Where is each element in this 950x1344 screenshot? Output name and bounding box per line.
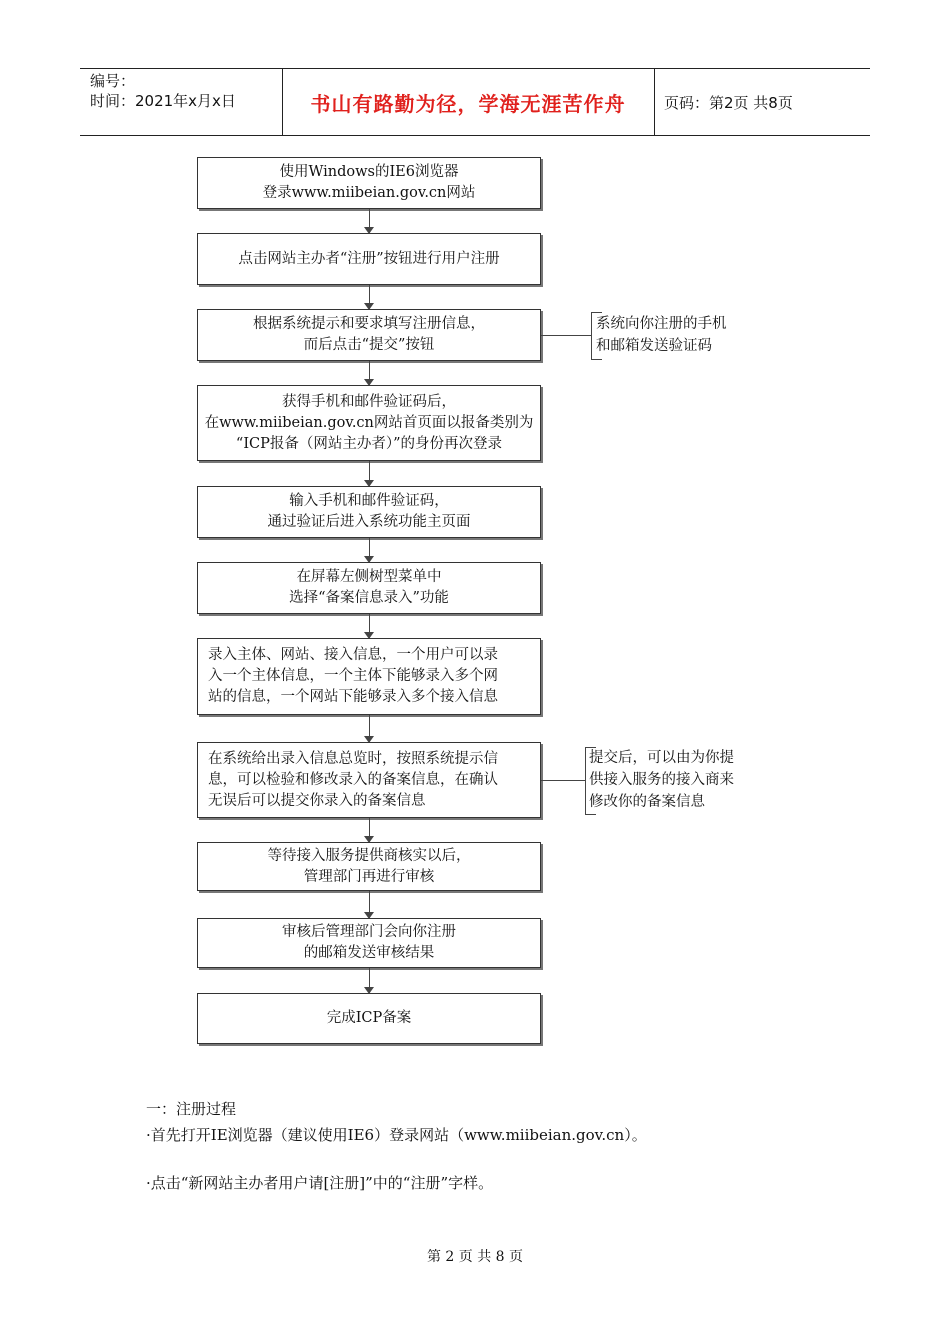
step-4-line-1: 获得手机和邮件验证码后， bbox=[281, 393, 456, 410]
step-8-line-3: 无误后可以提交你录入的备案信息 bbox=[208, 792, 426, 809]
flow-arrow bbox=[369, 209, 370, 233]
header-motto: 书山有路勤为径，学海无涯苦作舟 bbox=[310, 92, 626, 116]
flow-step-2 bbox=[197, 233, 541, 285]
note-1-line-1: 系统向你注册的手机 bbox=[596, 316, 727, 332]
step-10-line-2: 的邮箱发送审核结果 bbox=[303, 945, 435, 961]
flow-step-3 bbox=[197, 309, 541, 361]
side-note-2 bbox=[589, 747, 734, 813]
step-1-line-2: 登录www.miibeian.gov.cn网站 bbox=[262, 185, 476, 201]
flow-step-5 bbox=[197, 486, 541, 538]
step-6-line-2: 选择“备案信息录入”功能 bbox=[289, 590, 449, 606]
header-meta bbox=[90, 71, 236, 111]
step-8-line-2: 息，可以检验和修改录入的备案信息，在确认 bbox=[208, 771, 498, 788]
step-4-line-2: 在www.miibeian.gov.cn网站首页面以报备类别为 bbox=[204, 414, 534, 431]
flow-arrow bbox=[369, 285, 370, 309]
document-header bbox=[80, 68, 870, 136]
bullet-item-1: ·首先打开IE浏览器（建议使用IE6）登录网站（www.miibeian.gov.cn）。 bbox=[146, 1126, 647, 1144]
note-2-line-3: 修改你的备案信息 bbox=[589, 794, 705, 810]
step-4-line-3: “ICP报备（网站主办者）”的身份再次登录 bbox=[235, 435, 503, 452]
flow-arrow bbox=[369, 361, 370, 385]
step-5-line-2: 通过验证后进入系统功能主页面 bbox=[267, 514, 471, 530]
flow-step-11 bbox=[197, 993, 541, 1044]
flow-arrow bbox=[369, 461, 370, 486]
step-1-line-1: 使用Windows的IE6浏览器 bbox=[279, 164, 459, 180]
flow-arrow bbox=[369, 891, 370, 918]
note-1-line-2: 和邮箱发送验证码 bbox=[596, 338, 712, 354]
bullet-item-2: ·点击“新网站主办者用户请[注册]”中的“注册”字样。 bbox=[146, 1174, 494, 1192]
flow-arrow bbox=[369, 968, 370, 993]
flow-arrow bbox=[369, 538, 370, 562]
flow-step-9 bbox=[197, 842, 541, 891]
page-footer: 第 2 页 共 8 页 bbox=[426, 1249, 524, 1265]
header-page-info: 页码：第2页 共8页 bbox=[664, 94, 793, 112]
header-number: 编号： bbox=[90, 72, 136, 90]
step-10-line-1: 审核后管理部门会向你注册 bbox=[282, 924, 456, 940]
flow-step-1 bbox=[197, 157, 541, 209]
note-2-connector bbox=[541, 780, 585, 781]
step-7-line-1: 录入主体、网站、接入信息，一个用户可以录 bbox=[208, 647, 498, 663]
step-2-line-1: 点击网站主办者“注册”按钮进行用户注册 bbox=[238, 250, 500, 267]
header-bottom-rule bbox=[80, 135, 870, 136]
step-9-line-1: 等待接入服务提供商核实以后， bbox=[267, 847, 471, 864]
note-2-line-1: 提交后，可以由为你提 bbox=[589, 750, 734, 766]
flow-step-10 bbox=[197, 918, 541, 968]
step-3-line-2: 而后点击“提交”按钮 bbox=[303, 337, 435, 353]
flow-arrow bbox=[369, 715, 370, 742]
step-6-line-1: 在屏幕左侧树型菜单中 bbox=[296, 569, 442, 585]
step-9-line-2: 管理部门再进行审核 bbox=[303, 868, 435, 885]
step-7-line-3: 站的信息，一个网站下能够录入多个接入信息 bbox=[208, 689, 498, 705]
step-7-line-2: 入一个主体信息，一个主体下能够录入多个网 bbox=[208, 668, 498, 684]
flow-arrow bbox=[369, 614, 370, 638]
flow-step-7 bbox=[197, 638, 541, 715]
step-5-line-1: 输入手机和邮件验证码， bbox=[289, 493, 449, 509]
flow-step-4 bbox=[197, 385, 541, 461]
note-1-connector bbox=[541, 335, 591, 336]
flow-step-6 bbox=[197, 562, 541, 614]
section-heading: 一：注册过程 bbox=[146, 1100, 237, 1118]
header-divider-2 bbox=[654, 68, 655, 136]
note-2-line-2: 供接入服务的接入商来 bbox=[589, 772, 734, 788]
step-11-line-1: 完成ICP备案 bbox=[326, 1010, 412, 1026]
step-8-line-1: 在系统给出录入信息总览时，按照系统提示信 bbox=[208, 750, 498, 767]
step-3-line-1: 根据系统提示和要求填写注册信息， bbox=[253, 316, 485, 332]
side-note-1 bbox=[596, 313, 727, 357]
header-top-rule bbox=[80, 68, 870, 69]
flow-step-8 bbox=[197, 742, 541, 818]
header-time: 时间：2021年x月x日 bbox=[90, 92, 236, 110]
flow-arrow bbox=[369, 818, 370, 842]
